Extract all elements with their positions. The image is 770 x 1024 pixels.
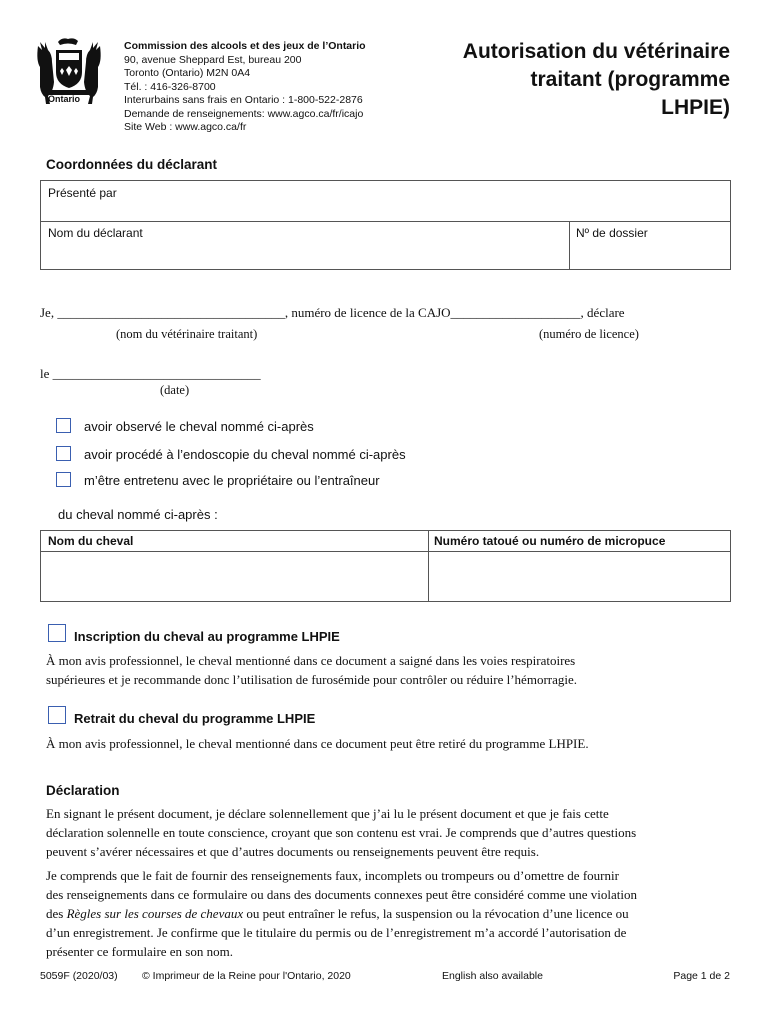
agency-name: Commission des alcools et des jeux de l’Ontario bbox=[124, 40, 366, 52]
form-title-line-2: traitant (programme bbox=[530, 68, 730, 91]
declaration-p2-line-3 bbox=[46, 904, 637, 923]
agency-contact-block bbox=[124, 40, 366, 135]
copyright-notice: © Imprimeur de la Reine pour l'Ontario, 2020 bbox=[142, 970, 351, 982]
statement-declare: , déclare bbox=[580, 305, 625, 320]
presented-by-label: Présenté par bbox=[48, 186, 117, 200]
hint-licence-number: (numéro de licence) bbox=[539, 327, 639, 341]
horse-id-field[interactable] bbox=[432, 554, 726, 598]
horse-intro-text: du cheval nommé ci-après : bbox=[58, 507, 218, 522]
table-divider bbox=[569, 221, 570, 269]
observed-horse-checkbox[interactable] bbox=[56, 418, 71, 433]
enrolment-heading: Inscription du cheval au programme LHPIE bbox=[74, 629, 340, 644]
english-available-note: English also available bbox=[442, 970, 543, 982]
form-title-line-3: LHPIE) bbox=[661, 96, 730, 119]
spoke-with-owner-checkbox[interactable] bbox=[56, 472, 71, 487]
table-divider bbox=[41, 221, 730, 222]
declaration-p2-line-3-post: ou peut entraîner le refus, la suspension ou la révocation d’une licence ou bbox=[243, 906, 629, 921]
enrolment-text-line-1: À mon avis professionnel, le cheval mentionné dans ce document a saigné dans les voies respiratoires bbox=[46, 653, 576, 668]
agency-toll-free: Interurbains sans frais en Ontario : 1-800-522-2876 bbox=[124, 94, 363, 106]
declaration-p2-line-5: présenter ce formulaire en son nom. bbox=[46, 944, 233, 959]
enrolment-text-line-2: supérieures et je recommande donc l’utilisation de furosémide pour contrôler ou réduire l’hémorragie. bbox=[46, 672, 578, 687]
hint-veterinarian-name: (nom du vétérinaire traitant) bbox=[116, 327, 258, 341]
agency-inquiry-link[interactable]: Demande de renseignements: www.agco.ca/fr/icajo bbox=[124, 107, 364, 120]
statement-line-1 bbox=[40, 305, 625, 321]
declaration-p2-line-2: des renseignements dans ce formulaire ou dans des documents connexes peut être considéré comme une violation bbox=[46, 887, 637, 902]
form-number: 5059F (2020/03) bbox=[40, 970, 118, 982]
statement-je: Je, bbox=[40, 305, 58, 320]
hint-date: (date) bbox=[160, 383, 190, 397]
declaration-paragraph-1 bbox=[46, 804, 636, 861]
racing-rules-title: Règles sur les courses de chevaux bbox=[66, 906, 244, 921]
withdrawal-heading: Retrait du cheval du programme LHPIE bbox=[74, 711, 316, 726]
horse-table bbox=[40, 530, 731, 602]
agency-address-line-2: Toronto (Ontario) M2N 0A4 bbox=[124, 67, 251, 79]
agency-phone: Tél. : 416-326-8700 bbox=[124, 80, 216, 93]
horse-name-field[interactable] bbox=[44, 554, 424, 598]
withdrawal-checkbox[interactable] bbox=[48, 706, 66, 724]
veterinarian-name-blank[interactable]: ___________________________________ bbox=[57, 305, 285, 320]
statement-licence-text: , numéro de licence de la CAJO bbox=[284, 305, 451, 320]
declaration-p2-line-1: Je comprends que le fait de fournir des renseignements faux, incomplets ou trompeurs ou d’omettre de fournir bbox=[46, 868, 619, 883]
declaration-p1-line-2: déclaration solennelle en toute conscience, croyant que son contenu est vrai. Je comprends que d’autres questions bbox=[46, 825, 637, 840]
table-divider bbox=[428, 531, 429, 601]
form-title bbox=[410, 38, 730, 122]
declarant-table bbox=[40, 180, 731, 270]
declarant-name-field[interactable] bbox=[45, 243, 565, 267]
endoscopy-checkbox[interactable] bbox=[56, 446, 71, 461]
form-title-line-1: Autorisation du vétérinaire bbox=[462, 40, 730, 63]
agency-address-line-1: 90, avenue Sheppard Est, bureau 200 bbox=[124, 53, 302, 66]
declarant-name-label: Nom du déclarant bbox=[48, 226, 143, 240]
file-number-label: Nº de dossier bbox=[576, 226, 648, 240]
date-blank[interactable]: ________________________________ bbox=[52, 366, 261, 381]
declaration-p1-line-3: peuvent s’avérer nécessaires et que d’autres documents ou renseignements peuvent être requis. bbox=[46, 844, 540, 859]
declaration-p2-line-4: d’un enregistrement. Je confirme que le titulaire du permis ou de l’enregistrement m’a accordé l’autorisation de bbox=[46, 925, 627, 940]
logo-text: Ontario bbox=[48, 94, 81, 104]
enrolment-checkbox[interactable] bbox=[48, 624, 66, 642]
licence-number-blank[interactable]: ____________________ bbox=[450, 305, 581, 320]
declaration-heading: Déclaration bbox=[46, 783, 120, 798]
declarant-section-heading: Coordonnées du déclarant bbox=[46, 157, 218, 172]
horse-id-header: Numéro tatoué ou numéro de micropuce bbox=[434, 534, 666, 548]
page-number: Page 1 de 2 bbox=[673, 970, 730, 982]
table-divider bbox=[41, 551, 730, 552]
observed-horse-label: avoir observé le cheval nommé ci-après bbox=[84, 419, 314, 434]
spoke-with-owner-label: m’être entretenu avec le propriétaire ou l’entraîneur bbox=[84, 473, 380, 488]
statement-le: le bbox=[40, 366, 53, 381]
declaration-paragraph-2 bbox=[46, 866, 637, 961]
enrolment-text bbox=[46, 651, 746, 689]
declaration-p2-line-3-pre: des bbox=[46, 906, 67, 921]
file-number-field[interactable] bbox=[573, 243, 725, 267]
agency-website-link[interactable]: Site Web : www.agco.ca/fr bbox=[124, 121, 247, 133]
presented-by-field[interactable] bbox=[141, 183, 721, 217]
endoscopy-label: avoir procédé à l’endoscopie du cheval nommé ci-après bbox=[84, 447, 406, 462]
declaration-p1-line-1: En signant le présent document, je déclare solennellement que j’ai lu le présent document et que je fais cette bbox=[46, 806, 609, 821]
horse-name-header: Nom du cheval bbox=[48, 534, 134, 548]
withdrawal-text: À mon avis professionnel, le cheval mentionné dans ce document peut être retiré du programme LHPIE. bbox=[46, 736, 589, 751]
statement-line-2 bbox=[40, 366, 261, 382]
